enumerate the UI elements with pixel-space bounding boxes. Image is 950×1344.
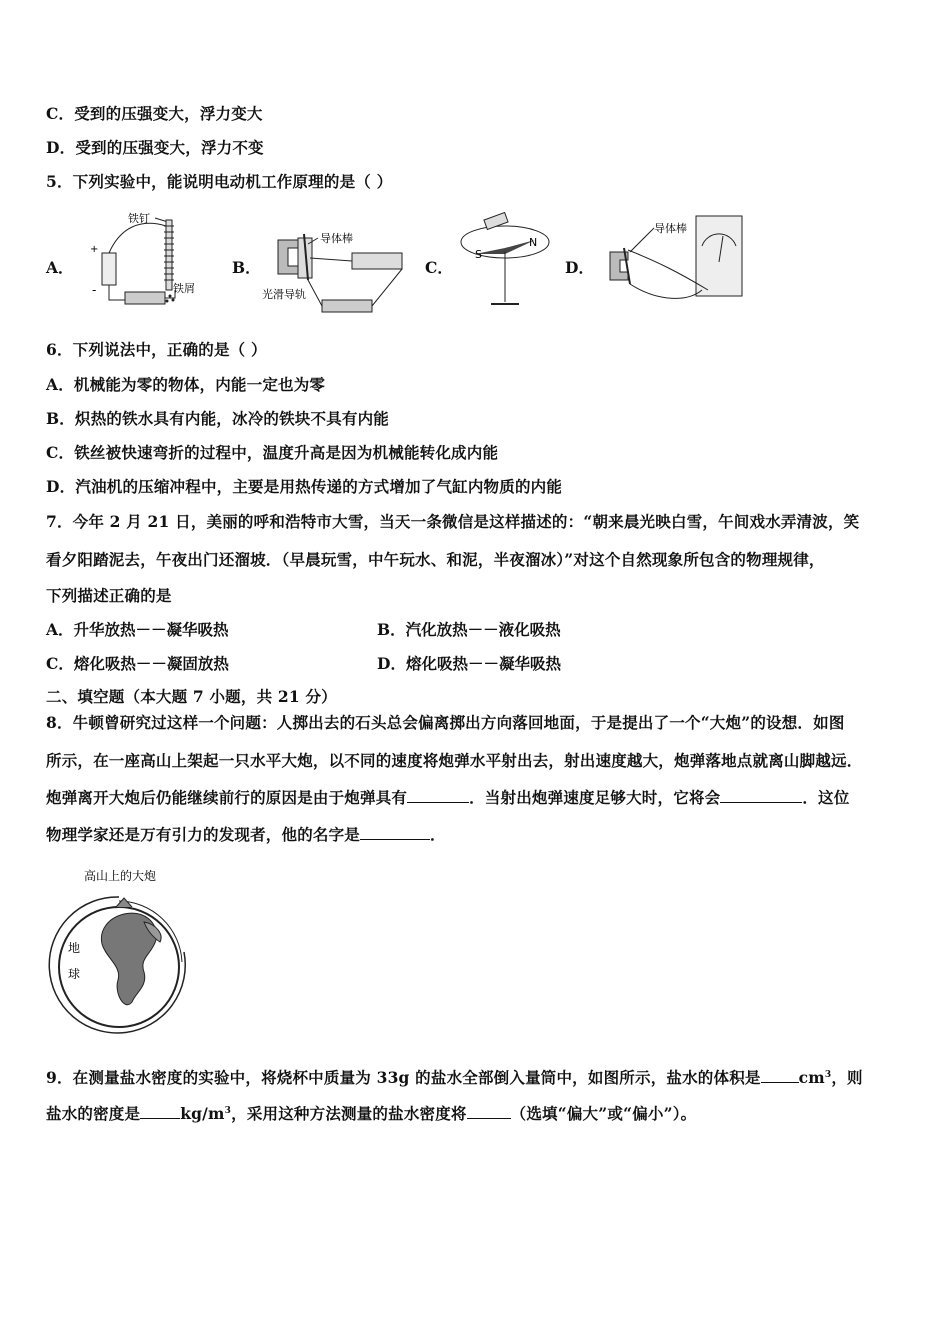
- compass-needle: [475, 240, 535, 254]
- q9-line2-text-c: ，采用这种方法测量的盐水密度将: [231, 1104, 467, 1123]
- q9-line2: [46, 1102, 696, 1124]
- q8-figure-cannon-earth: [44, 862, 194, 1042]
- q7-line2: 看夕阳踏泥去，午夜出门还溜坡．（早晨玩雪，中午玩水、和泥，半夜溜冰）”对这个自然现象所包含的物理规律，: [46, 550, 825, 569]
- filings-label: 铁屑: [173, 282, 195, 295]
- battery-plus: +: [90, 244, 99, 255]
- earth-label-1: 地: [68, 941, 81, 955]
- q7-option-c: C．熔化吸热－－凝固放热: [46, 654, 229, 673]
- q7-option-b: B．汽化放热－－液化吸热: [377, 620, 561, 639]
- q8-line3-text-a: 炮弹离开大炮后仍能继续前行的原因是由于炮弹具有: [46, 788, 408, 807]
- rod-label-d: 导体棒: [654, 222, 687, 235]
- q9-blank-bias[interactable]: [467, 1104, 511, 1119]
- q8-blank-orbit[interactable]: [720, 788, 802, 803]
- q8-line1: 8．牛顿曾研究过这样一个问题：人掷出去的石头总会偏离掷出方向落回地面，于是提出了一个“大炮”的设想．如图: [46, 713, 845, 732]
- q5-figure-d-galvanometer: [598, 212, 748, 312]
- nail-label: 铁钉: [128, 212, 150, 225]
- q5-label-a: A．: [46, 258, 74, 277]
- q9-line1-text-a: 9．在测量盐水密度的实验中，将烧杯中质量为 33g 的盐水全部倒入量筒中，如图所示，盐水的体积是: [46, 1068, 761, 1087]
- q9-blank-density[interactable]: [140, 1104, 180, 1119]
- q9-line2-text-d: （选填“偏大”或“偏小”）。: [510, 1104, 697, 1123]
- q9-line2-text-a: 盐水的密度是: [46, 1104, 141, 1123]
- q5-label-c: C．: [425, 258, 453, 277]
- q9-blank-volume[interactable]: [761, 1068, 799, 1083]
- q9-line1-sup: 3: [824, 1069, 832, 1080]
- q9-line2-sup: 3: [224, 1105, 232, 1116]
- figure-title: 高山上的大炮: [84, 869, 157, 883]
- q5-label-d: D．: [565, 258, 594, 277]
- section-2-heading: 二、填空题（本大题 7 小题，共 21 分）: [46, 687, 337, 706]
- q8-line3-text-c: ．这位: [802, 788, 850, 807]
- q6-option-c: C．铁丝被快速弯折的过程中，温度升高是因为机械能转化成内能: [46, 443, 499, 462]
- q4-option-d: D．受到的压强变大，浮力不变: [46, 138, 264, 157]
- q6-option-d: D．汽油机的压缩冲程中，主要是用热传递的方式增加了气缸内物质的内能: [46, 477, 563, 496]
- battery-c: [484, 213, 508, 230]
- q7-line3: 下列描述正确的是: [46, 586, 172, 605]
- q6-option-a: A．机械能为零的物体，内能一定也为零: [46, 375, 326, 394]
- q9-line1-unit: cm: [798, 1068, 825, 1087]
- q9-line1: [46, 1066, 863, 1088]
- switch: [125, 292, 165, 304]
- q8-blank-name[interactable]: [360, 825, 430, 840]
- q6-option-b: B．炽热的铁水具有内能，冰冷的铁块不具有内能: [46, 409, 390, 428]
- q5-label-b: B．: [232, 258, 261, 277]
- q9-line2-unit: kg/m: [180, 1104, 225, 1123]
- q8-line4-text-a: 物理学家还是万有引力的发现者，他的名字是: [46, 825, 361, 844]
- pole-n: N: [529, 236, 538, 249]
- meter-body: [696, 216, 742, 296]
- q8-line4: [46, 823, 446, 845]
- q8-line3-text-b: ．当射出炮弹速度足够大时，它将会: [469, 788, 721, 807]
- q7-option-d: D．熔化吸热－－凝华吸热: [377, 654, 561, 673]
- battery: [102, 253, 116, 285]
- q4-option-c: C．受到的压强变大，浮力变大: [46, 104, 263, 123]
- q8-line3: [46, 786, 849, 808]
- mountain: [116, 898, 132, 907]
- switch-b: [322, 300, 372, 312]
- q8-line4-text-b: ．: [430, 825, 446, 844]
- earth-label-2: 球: [68, 967, 81, 981]
- u-magnet: [278, 240, 300, 274]
- q6-stem: 6．下列说法中，正确的是（ ）: [46, 340, 267, 359]
- q8-line2: 所示，在一座高山上架起一只水平大炮，以不同的速度将炮弹水平射出去，射出速度越大，炮弹落地点就离山脚越远．: [46, 751, 863, 770]
- rail-label: 光滑导轨: [262, 288, 306, 301]
- rod-label: 导体棒: [320, 232, 353, 245]
- q7-option-a: A．升华放热－－凝华吸热: [46, 620, 229, 639]
- q7-line1: 7．今年 2 月 21 日，美丽的呼和浩特市大雪，当天一条微信是这样描述的：“朝来晨光映白雪，午间戏水弄清波，笑: [46, 512, 860, 531]
- pole-s: S: [475, 248, 482, 261]
- q5-figure-c-compass: [455, 210, 555, 310]
- battery-box: [352, 253, 402, 269]
- q5-stem: 5．下列实验中，能说明电动机工作原理的是（ ）: [46, 172, 393, 191]
- q8-blank-inertia[interactable]: [407, 788, 469, 803]
- q5-figure-b-rails: [260, 218, 410, 318]
- q9-line1-text-c: ，则: [831, 1068, 863, 1087]
- q5-figure-a-electromagnet: [80, 208, 225, 313]
- battery-minus: -: [92, 283, 97, 297]
